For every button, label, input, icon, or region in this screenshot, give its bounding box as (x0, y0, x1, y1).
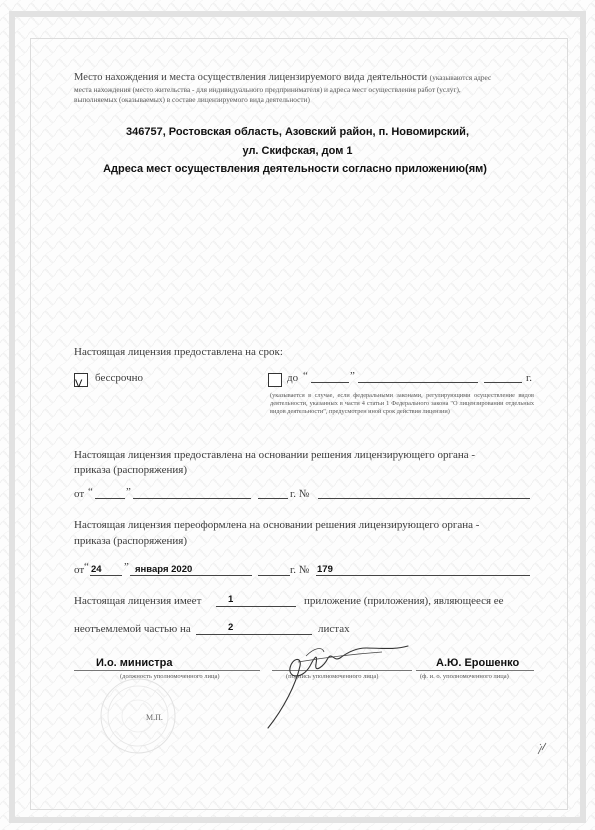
basis-year-suffix: г. № (290, 488, 310, 500)
basis-quote-open: “ (88, 486, 93, 498)
until-day-line (311, 382, 349, 383)
basis-year-line (258, 498, 288, 499)
until-quote-close: ” (350, 370, 355, 382)
reissue-year-suffix: г. № (290, 564, 310, 576)
reissue-line-1: Настоящая лицензия переоформлена на основании решения лицензирующего органа - (74, 519, 480, 531)
basis-quote-close: ” (126, 486, 131, 498)
signer-position: И.о. министра (96, 657, 173, 669)
stamp-seal (98, 676, 178, 756)
appendix-text-4: листах (318, 623, 350, 635)
position-line (74, 670, 260, 671)
reissue-quote-close: ” (124, 561, 129, 573)
address-line-2: ул. Скифская, дом 1 (242, 145, 353, 157)
signer-name: А.Ю. Ерошенко (436, 657, 520, 669)
handwritten-signature (262, 636, 434, 732)
appendix-text-3: неотъемлемой частью на (74, 623, 191, 635)
check-mark: V (75, 378, 83, 390)
appendix-sheets-line (196, 634, 312, 635)
reissue-day-line (90, 575, 122, 576)
reissue-from: от (74, 564, 85, 576)
until-quote-open: “ (303, 370, 308, 382)
appendix-text-2: приложение (приложения), являющееся ее (304, 595, 504, 607)
basis-day-line (95, 498, 125, 499)
basis-number-line (318, 498, 530, 499)
name-caption: (ф. и. о. уполномоченного лица) (420, 673, 509, 680)
term-label: Настоящая лицензия предоставлена на срок: (74, 346, 283, 358)
signature-caption: (подпись уполномоченного лица) (286, 673, 379, 680)
reissue-month-year: января 2020 (135, 564, 193, 575)
header-line-1: Место нахождения и места осуществления лицензируемого вида деятельности (указываются адрес (74, 72, 492, 83)
appendix-text-1: Настоящая лицензия имеет (74, 595, 202, 607)
basis-from: от (74, 488, 85, 500)
until-year-line (484, 382, 522, 383)
header-line-3: выполняемых (оказываемых) в составе лицензируемого вида деятельности) (74, 95, 310, 104)
basis-month-line (133, 498, 251, 499)
appendix-count: 1 (228, 594, 234, 605)
header-line-2: места нахождения (место жительства - для индивидуального предпринимателя) и адреса мест осуществления работ (услуг), (74, 85, 461, 94)
until-checkbox[interactable] (268, 373, 282, 387)
appendix-sheets: 2 (228, 622, 234, 633)
basis-line-2: приказа (распоряжения) (74, 464, 188, 476)
reissue-month-line (130, 575, 252, 576)
reissue-number: 179 (317, 564, 333, 575)
basis-line-1: Настоящая лицензия предоставлена на основании решения лицензирующего органа - (74, 449, 476, 461)
until-label: до (287, 372, 299, 384)
appendix-count-line (216, 606, 296, 607)
reissue-line-2: приказа (распоряжения) (74, 535, 188, 547)
address-line-3: Адреса мест осуществления деятельности согласно приложению(ям) (103, 163, 487, 175)
reissue-year-line (258, 575, 290, 576)
corner-mark (536, 740, 550, 756)
stamp-label: М.П. (146, 713, 163, 722)
until-month-line (358, 382, 478, 383)
reissue-number-line (316, 575, 530, 576)
until-year-suffix: г. (526, 372, 533, 384)
term-note: (указывается в случае, если федеральными законами, регулирующими осуществление видов деятельности, указанных в части 4 статьи 1 Федерального закона "О лицензировании отдельных видов деятельности", предусмотрен иной срок действия лицензии) (270, 392, 534, 415)
indefinite-label: бессрочно (95, 372, 144, 384)
position-caption: (должность уполномоченного лица) (120, 673, 220, 680)
reissue-quote-open: “ (84, 561, 89, 573)
address-line-1: 346757, Ростовская область, Азовский район, п. Новомирский, (125, 126, 470, 138)
reissue-day: 24 (91, 564, 102, 575)
